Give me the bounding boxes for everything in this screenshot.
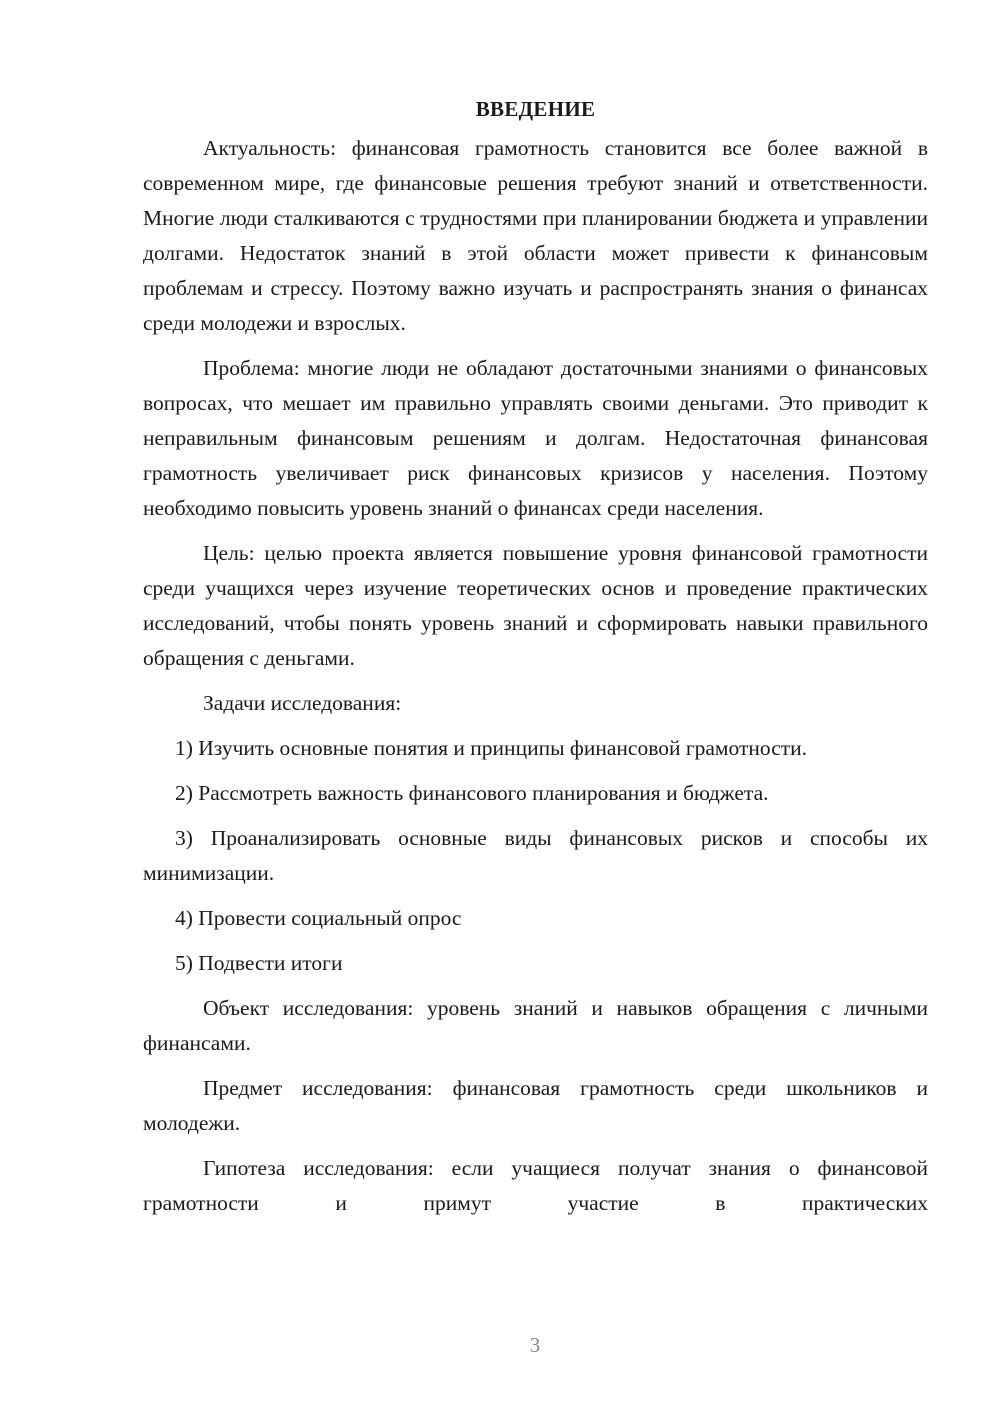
page-title: ВВЕДЕНИЕ xyxy=(475,97,596,121)
task-item-3: 3) Проанализировать основные виды финансовых рисков и способы их минимизации. xyxy=(143,826,928,885)
task-item-5: 5) Подвести итоги xyxy=(175,951,343,975)
paragraph-goal: Цель: целью проекта является повышение уровня финансовой грамотности среди учащихся через изучение теоретических основ и проведение практических исследований, чтобы понять уровень знаний и сформировать навыки правильного обращения с деньгами. xyxy=(143,541,928,670)
paragraph-problem: Проблема: многие люди не обладают достаточными знаниями о финансовых вопросах, что мешает им правильно управлять своими деньгами. Это приводит к неправильным финансовым решениям и долгам. Недостаточная финансовая грамотность увеличивает риск финансовых кризисов у населения. Поэтому необходимо повысить уровень знаний о финансах среди населения. xyxy=(143,356,928,520)
task-item-1: 1) Изучить основные понятия и принципы финансовой грамотности. xyxy=(175,736,808,760)
tasks-heading: Задачи исследования: xyxy=(203,691,402,715)
paragraph-hypothesis: Гипотеза исследования: если учащиеся получат знания о финансовой грамотности и примут участие в практических xyxy=(143,1156,928,1215)
task-item-2: 2) Рассмотреть важность финансового планирования и бюджета. xyxy=(175,781,769,805)
paragraph-object: Объект исследования: уровень знаний и навыков обращения с личными финансами. xyxy=(143,996,928,1055)
task-item-4: 4) Провести социальный опрос xyxy=(175,906,462,930)
document-page xyxy=(143,92,928,1231)
paragraph-relevance: Актуальность: финансовая грамотность становится все более важной в современном мире, где финансовые решения требуют знаний и ответственности. Многие люди сталкиваются с трудностями при планировании бюджета и управлении долгами. Недостаток знаний в этой области может привести к финансовым проблемам и стрессу. Поэтому важно изучать и распространять знания о финансах среди молодежи и взрослых. xyxy=(143,136,928,335)
paragraph-subject: Предмет исследования: финансовая грамотность среди школьников и молодежи. xyxy=(143,1076,928,1135)
page-number: 3 xyxy=(529,1333,541,1357)
